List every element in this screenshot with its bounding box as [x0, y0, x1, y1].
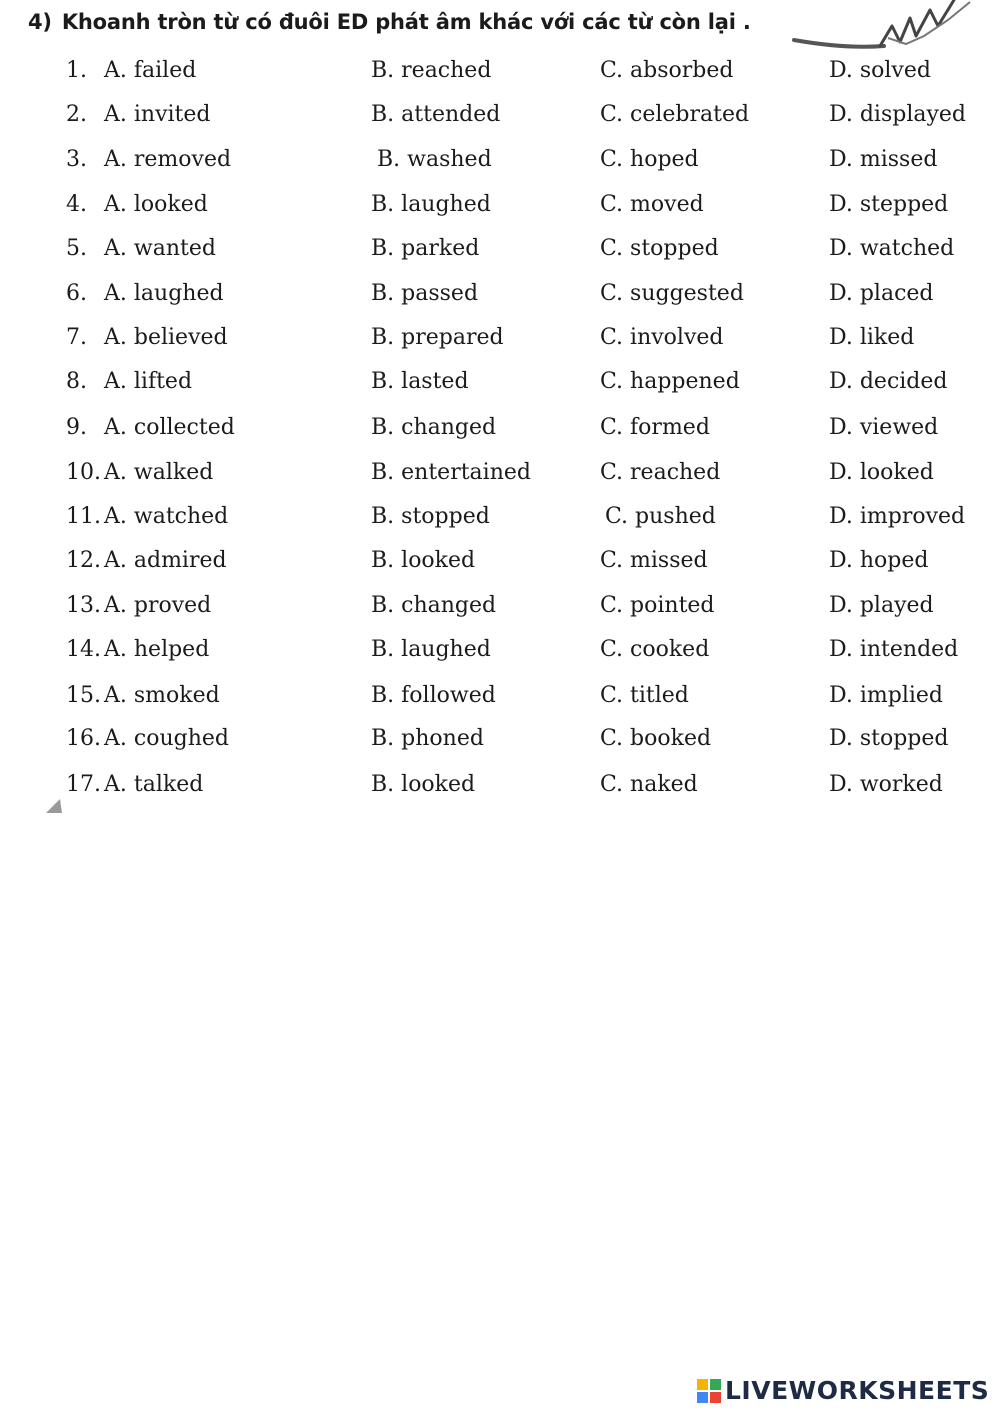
question-number: 10.: [66, 460, 101, 485]
option-c[interactable]: C. pointed: [600, 593, 715, 618]
question-number: 7.: [66, 325, 87, 350]
question-row: [0, 593, 1000, 623]
option-a[interactable]: A. wanted: [104, 236, 216, 261]
question-row: [0, 236, 1000, 266]
question-number: 14.: [66, 637, 101, 662]
logo-tiles-icon: [697, 1379, 721, 1403]
option-d[interactable]: D. played: [829, 593, 934, 618]
logo-tile: [710, 1379, 721, 1390]
liveworksheets-logo: [697, 1376, 989, 1405]
option-b[interactable]: B. changed: [371, 415, 497, 440]
option-c[interactable]: C. absorbed: [600, 58, 734, 83]
option-b[interactable]: B. entertained: [371, 460, 531, 485]
option-c[interactable]: C. formed: [600, 415, 710, 440]
option-a[interactable]: A. helped: [104, 637, 210, 662]
question-number: 16.: [66, 726, 101, 751]
question-row: [0, 102, 1000, 132]
option-d[interactable]: D. stopped: [829, 726, 949, 751]
option-a[interactable]: A. laughed: [104, 281, 224, 306]
question-number: 13.: [66, 593, 101, 618]
option-d[interactable]: D. displayed: [829, 102, 967, 127]
question-row: [0, 325, 1000, 355]
option-c[interactable]: C. booked: [600, 726, 712, 751]
option-b[interactable]: B. reached: [371, 58, 492, 83]
question-number: 17.: [66, 772, 101, 797]
option-d[interactable]: D. stepped: [829, 192, 949, 217]
option-a[interactable]: A. admired: [104, 548, 227, 573]
option-c[interactable]: C. pushed: [605, 504, 716, 529]
option-c[interactable]: C. reached: [600, 460, 721, 485]
option-d[interactable]: D. implied: [829, 683, 943, 708]
question-number: 5.: [66, 236, 87, 261]
question-row: [0, 415, 1000, 445]
option-a[interactable]: A. believed: [104, 325, 228, 350]
option-c[interactable]: C. missed: [600, 548, 708, 573]
option-d[interactable]: D. hoped: [829, 548, 929, 573]
option-d[interactable]: D. looked: [829, 460, 934, 485]
option-c[interactable]: C. hoped: [600, 147, 699, 172]
question-row: [0, 637, 1000, 667]
option-b[interactable]: B. looked: [371, 548, 476, 573]
option-a[interactable]: A. smoked: [104, 683, 220, 708]
option-c[interactable]: C. naked: [600, 772, 698, 797]
question-number: 15.: [66, 683, 101, 708]
question-number: 11.: [66, 504, 101, 529]
option-a[interactable]: A. looked: [104, 192, 208, 217]
logo-tile: [697, 1392, 708, 1403]
corner-triangle-icon: [44, 795, 64, 815]
question-row: [0, 281, 1000, 311]
option-d[interactable]: D. improved: [829, 504, 966, 529]
question-number: 4.: [66, 192, 87, 217]
question-row: [0, 548, 1000, 578]
option-d[interactable]: D. solved: [829, 58, 931, 83]
option-b[interactable]: B. phoned: [371, 726, 484, 751]
option-d[interactable]: D. placed: [829, 281, 934, 306]
option-c[interactable]: C. titled: [600, 683, 689, 708]
option-c[interactable]: C. stopped: [600, 236, 719, 261]
question-row: [0, 147, 1000, 177]
option-a[interactable]: A. coughed: [104, 726, 229, 751]
option-b[interactable]: B. washed: [377, 147, 492, 172]
option-b[interactable]: B. prepared: [371, 325, 504, 350]
option-a[interactable]: A. watched: [104, 504, 229, 529]
exercise-instruction: Khoanh tròn từ có đuôi ED phát âm khác với các từ còn lại .: [61, 10, 751, 34]
option-a[interactable]: A. walked: [104, 460, 214, 485]
question-number: 1.: [66, 58, 87, 83]
option-d[interactable]: D. viewed: [829, 415, 939, 440]
option-b[interactable]: B. followed: [371, 683, 496, 708]
option-a[interactable]: A. collected: [104, 415, 235, 440]
exercise-heading: [28, 10, 751, 34]
option-a[interactable]: A. talked: [104, 772, 204, 797]
option-d[interactable]: D. decided: [829, 369, 948, 394]
logo-tile: [697, 1379, 708, 1390]
exercise-number: 4): [28, 10, 52, 34]
option-c[interactable]: C. moved: [600, 192, 704, 217]
option-d[interactable]: D. worked: [829, 772, 943, 797]
question-row: [0, 192, 1000, 222]
option-c[interactable]: C. cooked: [600, 637, 710, 662]
option-b[interactable]: B. parked: [371, 236, 480, 261]
option-c[interactable]: C. suggested: [600, 281, 744, 306]
option-b[interactable]: B. changed: [371, 593, 497, 618]
option-a[interactable]: A. failed: [104, 58, 197, 83]
option-a[interactable]: A. proved: [104, 593, 212, 618]
option-c[interactable]: C. involved: [600, 325, 724, 350]
question-row: [0, 369, 1000, 399]
option-c[interactable]: C. happened: [600, 369, 740, 394]
option-b[interactable]: B. looked: [371, 772, 476, 797]
question-row: [0, 683, 1000, 713]
scribble-mark-icon: [788, 0, 978, 52]
option-b[interactable]: B. lasted: [371, 369, 469, 394]
logo-tile: [710, 1392, 721, 1403]
question-row: [0, 460, 1000, 490]
logo-text: LIVEWORKSHEETS: [725, 1376, 990, 1405]
option-d[interactable]: D. missed: [829, 147, 938, 172]
question-row: [0, 58, 1000, 88]
option-b[interactable]: B. stopped: [371, 504, 490, 529]
question-number: 12.: [66, 548, 101, 573]
question-row: [0, 504, 1000, 534]
question-row: [0, 726, 1000, 756]
question-number: 3.: [66, 147, 87, 172]
option-a[interactable]: A. removed: [104, 147, 232, 172]
option-d[interactable]: D. intended: [829, 637, 959, 662]
option-b[interactable]: B. attended: [371, 102, 501, 127]
option-a[interactable]: A. invited: [104, 102, 211, 127]
question-number: 6.: [66, 281, 87, 306]
option-b[interactable]: B. laughed: [371, 637, 491, 662]
option-d[interactable]: D. liked: [829, 325, 915, 350]
option-b[interactable]: B. passed: [371, 281, 479, 306]
question-row: [0, 772, 1000, 802]
question-number: 9.: [66, 415, 87, 440]
question-number: 2.: [66, 102, 87, 127]
option-a[interactable]: A. lifted: [104, 369, 193, 394]
option-d[interactable]: D. watched: [829, 236, 955, 261]
question-number: 8.: [66, 369, 87, 394]
option-b[interactable]: B. laughed: [371, 192, 491, 217]
option-c[interactable]: C. celebrated: [600, 102, 750, 127]
